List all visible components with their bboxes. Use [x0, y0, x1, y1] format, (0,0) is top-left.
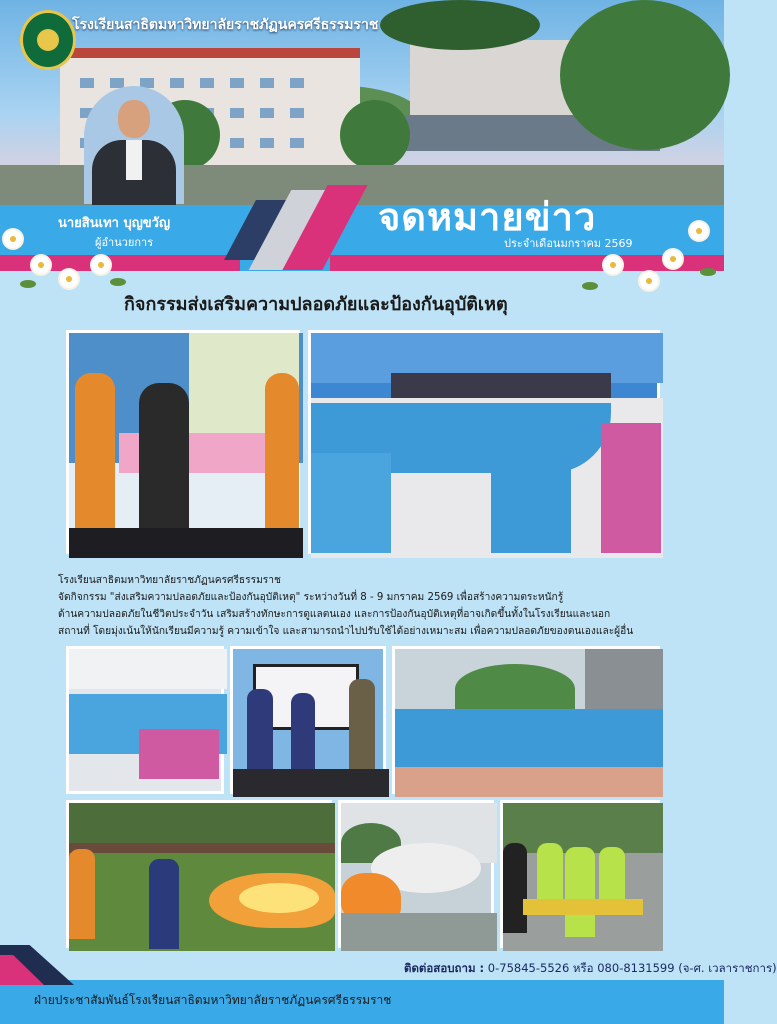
photo-students-seated-hall: [66, 646, 224, 794]
tree: [560, 0, 730, 150]
leaf-icon: [110, 278, 126, 286]
photo-fire-smoke-demo: [338, 800, 494, 948]
footer-text: ฝ่ายประชาสัมพันธ์โรงเรียนสาธิตมหาวิทยาลัยราชภัฏนครศรีธรรมราช: [34, 993, 392, 1007]
flower-icon: [690, 222, 708, 240]
article-body-line: ด้านความปลอดภัยในชีวิตประจำวัน เสริมสร้างทักษะการดูแลตนเอง และการป้องกันอุบัติเหตุที่อาจเกิดขึ้นทั้งในโรงเรียนและนอก: [58, 609, 611, 620]
photo-speakers-on-stage: [66, 330, 300, 554]
article-body-line: โรงเรียนสาธิตมหาวิทยาลัยราชภัฏนครศรีธรรมราช: [58, 575, 281, 586]
contact-info: [404, 960, 777, 978]
photo-fire-extinguisher-training: [66, 800, 332, 948]
tree-branches: [380, 0, 540, 50]
director-portrait: [84, 86, 184, 204]
contact-phone[interactable]: 0-75845-5526 หรือ 080-8131599 (จ-ศ. เวลาราชการ): [487, 961, 777, 975]
contact-label: ติดต่อสอบถาม :: [404, 961, 485, 975]
article-body-line: จัดกิจกรรม "ส่งเสริมความปลอดภัยและป้องกันอุบัติเหตุ" ระหว่างวันที่ 8 - 9 มกราคม 2569 เพื่อสร้างความตระหนักรู้: [58, 592, 564, 603]
flower-icon: [604, 256, 622, 274]
school-logo: [20, 10, 76, 70]
flower-icon: [32, 256, 50, 274]
flower-icon: [4, 230, 22, 248]
leaf-icon: [700, 268, 716, 276]
issue-label: ประจำเดือนมกราคม 2569: [504, 237, 633, 250]
photo-students-assembly: [308, 330, 660, 554]
leaf-icon: [582, 282, 598, 290]
flower-icon: [640, 272, 658, 290]
article-body-line: สถานที่ โดยมุ่งเน้นให้นักเรียนมีความรู้ ความเข้าใจ และสามารถนำไปปรับใช้ได้อย่างเหมาะสม เพื่อความปลอดภัยของตนเองและผู้อื่น: [58, 626, 634, 637]
article-title: กิจกรรมส่งเสริมความปลอดภัยและป้องกันอุบัติเหตุ: [124, 294, 508, 315]
photo-students-courtyard: [392, 646, 660, 794]
tree: [340, 100, 410, 170]
flower-icon: [92, 256, 110, 274]
photo-first-aid-stretcher: [500, 800, 660, 948]
flower-icon: [60, 270, 78, 288]
school-name: โรงเรียนสาธิตมหาวิทยาลัยราชภัฏนครศรีธรรมราช: [72, 17, 379, 33]
photo-students-presentation: [230, 646, 386, 794]
flower-icon: [664, 250, 682, 268]
newsletter-title: จดหมายข่าว: [378, 195, 597, 239]
leaf-icon: [20, 280, 36, 288]
director-name: นายสินเทา บุญขวัญ: [58, 216, 171, 231]
director-title: ผู้อำนวยการ: [95, 236, 154, 249]
